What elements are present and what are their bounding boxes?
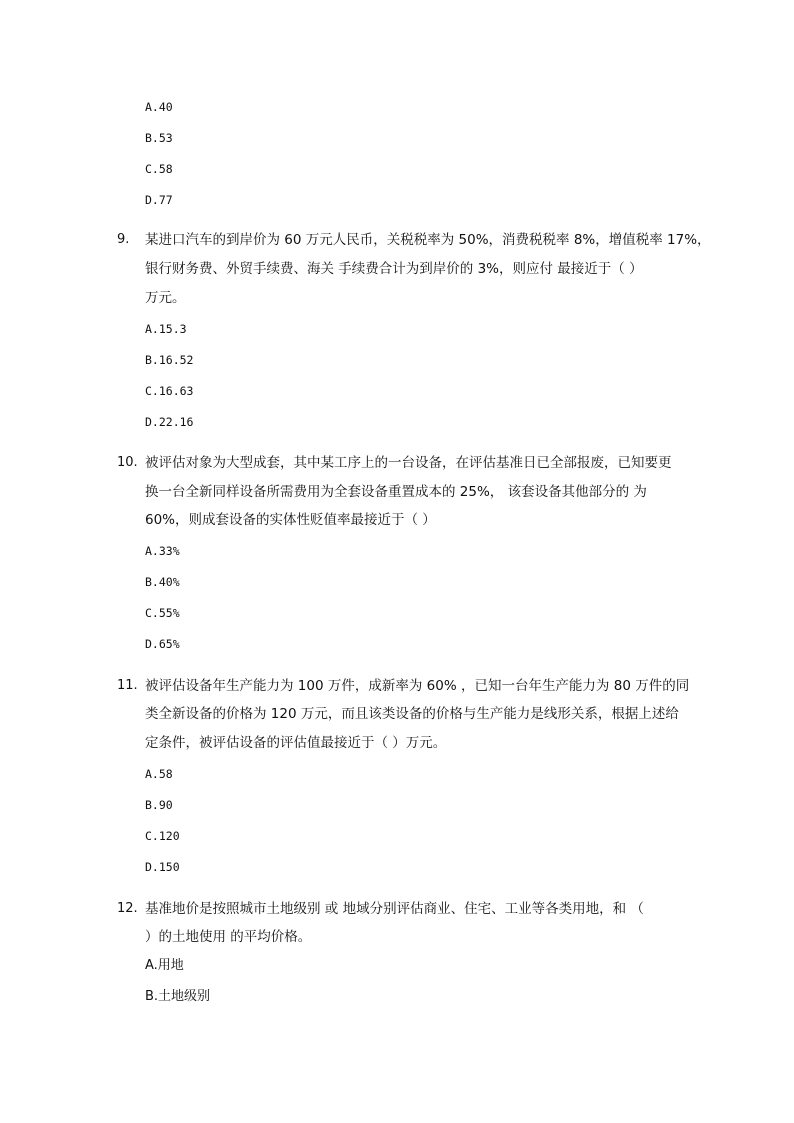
option-d: D.150	[145, 860, 180, 874]
question-text-line: 万元。	[145, 290, 186, 306]
question-text-line: 类全新设备的价格为 120 万元，而且该类设备的价格与生产能力是线形关系，根据上述给	[145, 706, 679, 722]
option-a: A.40	[145, 100, 173, 114]
option-a: A.33%	[145, 544, 180, 558]
option-a: A.15.3	[145, 322, 187, 336]
option-d: D.65%	[145, 637, 180, 651]
question-text-line: 被评估设备年生产能力为 100 万件，成新率为 60% ，已知一台年生产能力为 80 万件的同	[145, 678, 690, 694]
option-b: B.16.52	[145, 353, 194, 367]
option-b: B.40%	[145, 575, 180, 589]
option-d: D.77	[145, 193, 173, 207]
question-number: 9.	[117, 232, 130, 247]
question-text-line: 60%，则成套设备的实体性贬值率最接近于（ ）	[145, 512, 436, 528]
question-number: 12.	[117, 901, 138, 916]
option-d: D.22.16	[145, 415, 194, 429]
question-text-line: 银行财务费、外贸手续费、海关 手续费合计为到岸价的 3%，则应付 最接近于（ ）	[145, 261, 643, 277]
option-b: B.90	[145, 798, 173, 812]
option-c: C.120	[145, 829, 180, 843]
question-text-line: 换一台全新同样设备所需费用为全套设备重置成本的 25%， 该套设备其他部分的 为	[145, 484, 647, 500]
question-text-line: 某进口汽车的到岸价为 60 万元人民币，关税税率为 50%，消费税税率 8%，增值税率 17%，	[145, 232, 711, 248]
option-a: A.58	[145, 767, 173, 781]
question-text-line: ）的土地使用 的平均价格。	[145, 929, 312, 945]
option-c: C.58	[145, 162, 173, 176]
option-b: B.53	[145, 131, 173, 145]
option-c: C.16.63	[145, 384, 194, 398]
option-c: C.55%	[145, 606, 180, 620]
question-text-line: 定条件，被评估设备的评估值最接近于（ ）万元。	[145, 735, 447, 751]
question-number: 10.	[117, 455, 138, 470]
option-b: B.土地级别	[145, 989, 211, 1004]
question-text-line: 被评估对象为大型成套，其中某工序上的一台设备，在评估基准日已全部报废，已知要更	[145, 455, 672, 471]
option-a: A.用地	[145, 958, 184, 973]
question-number: 11.	[117, 678, 138, 693]
question-text-line: 基准地价是按照城市土地级别 或 地域分别评估商业、住宅、工业等各类用地，和 （	[145, 901, 644, 917]
